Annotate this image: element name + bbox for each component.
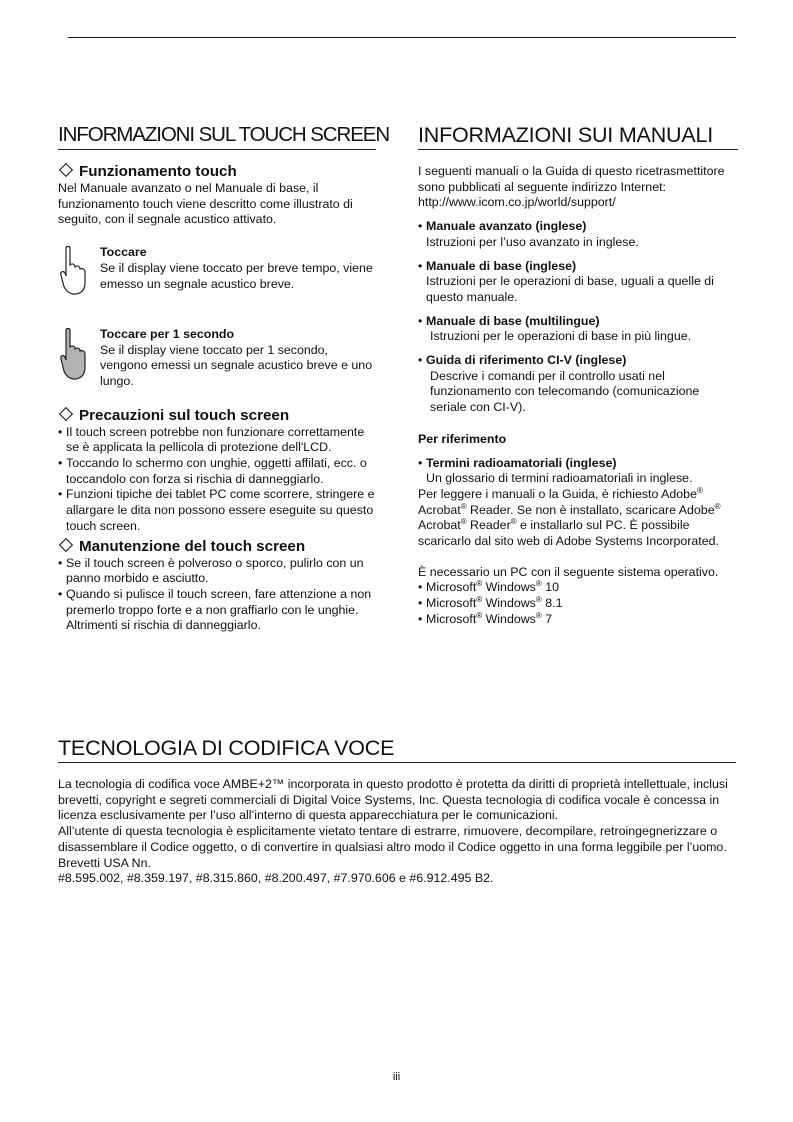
os-item: • Microsoft® Windows® 7 [418,610,553,626]
patents-label: Brevetti USA Nn. [58,855,151,870]
manual-item: • Manuale avanzato (inglese) Istruzioni per l’uso avanzato in inglese. [418,219,639,249]
section-title-manuals: INFORMAZIONI SUI MANUALI [418,121,738,150]
tap-hand-icon [58,245,100,302]
diamond-icon [59,537,73,551]
manuals-intro: I seguenti manuali o la Guida di questo ricetrasmettitore sono pubblicati al seguente indirizzo Internet: [418,164,725,194]
maintenance-item: • Quando si pulisce il touch screen, fare attenzione a non premerlo troppo forte e a non graffiarlo con le unghie. Altrimenti si rischia di danneggiarlo. [58,586,372,633]
touch-tap-item [58,245,376,302]
tap-text: Se il display viene toccato per breve tempo, viene emesso un segnale acustico breve. [100,260,373,291]
voice-coding-section [58,734,736,887]
hold-hand-icon [58,327,100,388]
page-number: iii [392,1071,401,1083]
manual-item: • Manuale di base (inglese) Istruzioni per le operazioni di base, uguali a quelle di questo manuale. [418,258,714,304]
heading-touch-operation: Funzionamento touch [58,162,376,181]
section-title-touch: INFORMAZIONI SUL TOUCH SCREEN [58,121,376,150]
os-item: • Microsoft® Windows® 8.1 [418,595,563,611]
hold-title: Toccare per 1 secondo [100,326,235,341]
pc-requirement: È necessario un PC con il seguente sistema operativo. [418,564,719,579]
manuals-section [418,121,738,628]
top-rule [68,37,736,38]
reader-requirement: Per leggere i manuali o la Guida, è richiesto Adobe® Acrobat® Reader. Se non è installato, scaricare Adobe® Acrobat® Reader® e installarlo sul PC. È possibile scaricarlo dal sito web di Adobe Systems Incorporated. [418,485,721,549]
hold-text: Se il display viene toccato per 1 secondo, vengono emessi un segnale acustico breve e uno lungo. [100,342,373,388]
reference-heading: Per riferimento [418,431,507,446]
section-title-voice-coding: TECNOLOGIA DI CODIFICA VOCE [58,734,736,763]
patents-list: #8.595.002, #8.359.197, #8.315.860, #8.200.497, #7.970.606 e #6.912.495 B2. [58,871,494,886]
manuals-url: http://www.icom.co.jp/world/support/ [418,195,616,210]
manual-item: • Guida di riferimento CI-V (inglese) Descrive i comandi per il controllo usati nel funzionamento con telecomando (comunicazione seriale con CI-V). [418,353,700,415]
touch-screen-section [58,121,390,634]
precaution-item: • Funzioni tipiche dei tablet PC come scorrere, stringere e allargare le dita non possono essere eseguite su questo touch screen. [58,487,375,533]
diamond-icon [59,163,73,177]
heading-precautions: Precauzioni sul touch screen [58,406,376,425]
tap-title: Toccare [100,245,147,260]
maintenance-item: • Se il touch screen è polveroso o sporco, pulirlo con un panno morbido e asciutto. [58,555,364,586]
reference-item-title: • Termini radioamatoriali (inglese) [418,455,617,470]
diamond-icon [59,407,73,421]
touch-intro: Nel Manuale avanzato o nel Manuale di base, il funzionamento touch viene descritto come illustrato di seguito, con il segnale acustico attivato. [58,181,353,227]
voice-coding-para1: La tecnologia di codifica voce AMBE+2™ incorporata in questo prodotto è protetta da diritti di proprietà intellettuale, inclusi brevetti, copyright e segreti commerciali di Digital Voice Systems, Inc. Questa tecnologia di codifica vocale è concessa in licenza esclusivamente per l’uso all’interno di questa apparecchiatura per le comunicazioni. [58,777,728,823]
heading-maintenance: Manutenzione del touch screen [58,537,376,556]
manual-item: • Manuale di base (multilingue) Istruzioni per le operazioni di base in più lingue. [418,313,692,344]
reference-item-desc: Un glossario di termini radioamatoriali in inglese. [426,471,693,486]
voice-coding-para2: All’utente di questa tecnologia è esplicitamente vietato tentare di estrarre, rimuovere, decompilare, retroingegnerizzare o disassemblare il Codice oggetto, o di convertire in qualsiasi altro modo il Codice oggetto in una forma leggibile per l’uomo. [58,824,727,854]
precaution-item: • Il touch screen potrebbe non funzionare correttamente se è applicata la pellicola di protezione dell'LCD. [58,424,365,455]
touch-hold-item [58,327,376,390]
precaution-item: • Toccando lo schermo con unghie, oggetti affilati, ecc. o toccandolo con forza si rischia di danneggiarlo. [58,456,367,486]
os-item: • Microsoft® Windows® 10 [418,579,560,595]
